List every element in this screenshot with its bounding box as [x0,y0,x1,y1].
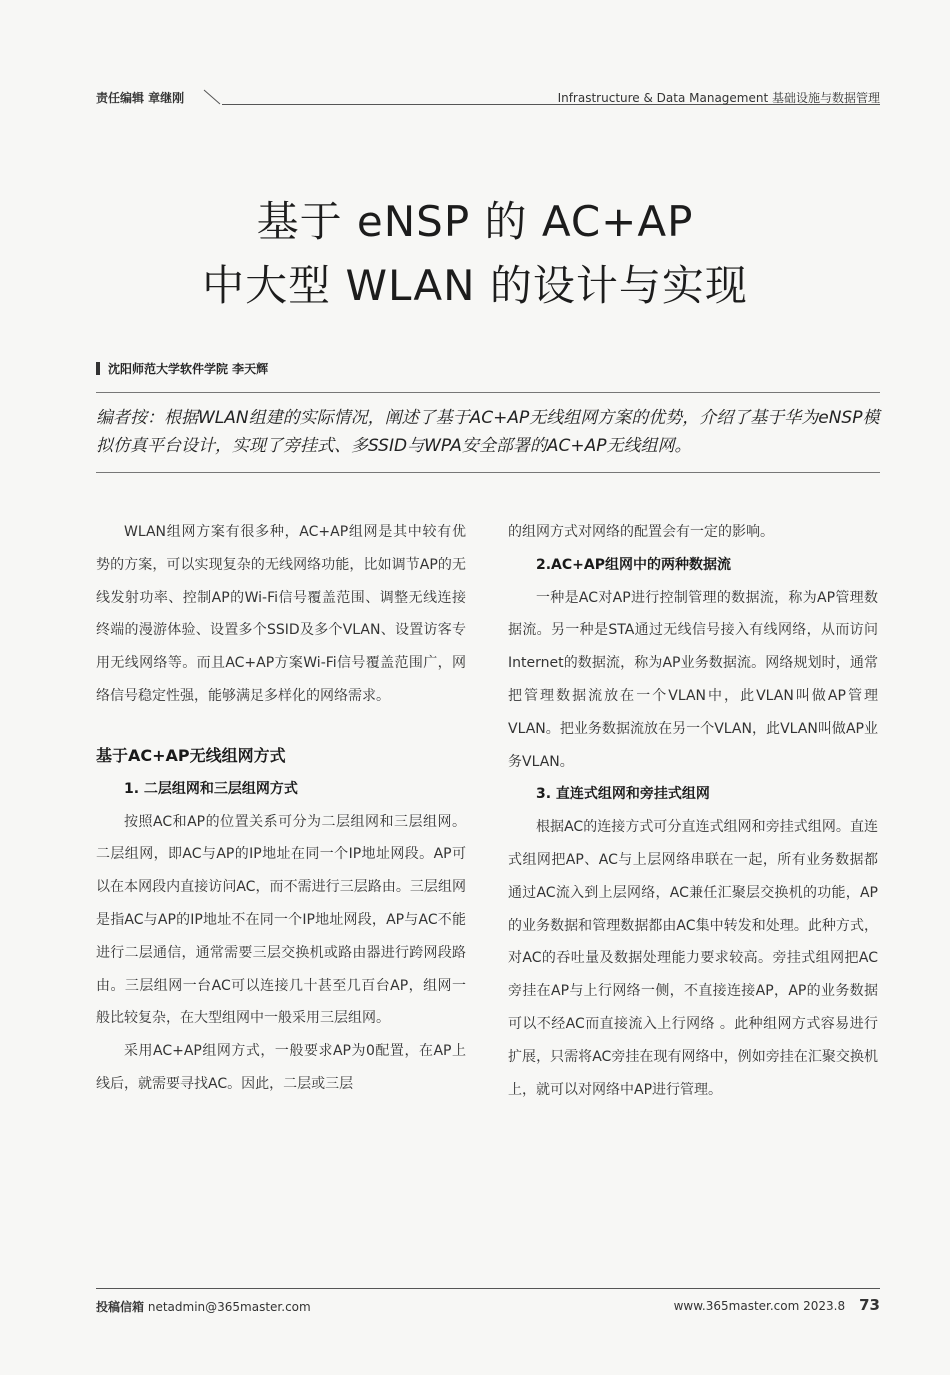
author-line [96,360,268,377]
footer-site-issue: www.365master.com 2023.8 [673,1299,846,1313]
author-bar-icon [96,362,100,375]
subsection-2-paragraph: 一种是AC对AP进行控制管理的数据流，称为AP管理数据流。另一种是STA通过无线信号接入有线网络，从而访问Internet的数据流，称为AP业务数据流。网络规划时，通常把管理数据流放在一个VLAN中，此VLAN叫做AP管理VLAN。把业务数据流放在另一个VLAN，此VLAN叫做AP业务VLAN。 [508,589,878,770]
left-column [96,516,466,1101]
header-slash-icon [200,86,230,106]
subsection-1-paragraph-1: 按照AC和AP的位置关系可分为二层组网和三层组网。二层组网，即AC与AP的IP地址在同一个IP地址网段。AP可以在本网段内直接访问AC，而不需进行三层路由。三层组网是指AC与AP的IP地址不在同一个IP地址网段，AP与AC不能进行二层通信，通常需要三层交换机或路由器进行跨网段路由。三层组网一台AC可以连接几十甚至几百台AP，组网一般比较复杂，在大型组网中一般采用三层组网。 [96,813,466,1027]
subsection-heading-2: 2.AC+AP组网中的两种数据流 [536,556,731,573]
right-column [508,516,878,1106]
editor-note-bottom-rule [96,472,880,473]
footer-submission [96,1298,311,1315]
header-section: Infrastructure & Data Management 基础设施与数据管理 [557,91,880,105]
intro-paragraph: WLAN组网方案有很多种，AC+AP组网是其中较有优势的方案，可以实现复杂的无线网络功能，比如调节AP的无线发射功率、控制AP的Wi-Fi信号覆盖范围、调整无线连接终端的漫游体验、设置多个SSID及多个VLAN、设置访客专用无线网络等。而且AC+AP方案Wi-Fi信号覆盖范围广，网络信号稳定性强，能够满足多样化的网络需求。 [96,524,466,704]
footer-email: netadmin@365master.com [147,1300,311,1314]
subsection-heading-1: 1. 二层组网和三层组网方式 [124,780,298,797]
footer-site [674,1296,880,1314]
subsection-heading-3: 3. 直连式组网和旁挂式组网 [536,786,710,803]
page-number: 73 [859,1296,880,1314]
header-editor: 责任编辑 章继刚 [96,91,185,105]
footer-submit-label: 投稿信箱 [96,1300,145,1314]
title-line-1: 基于 eNSP 的 AC+AP [256,197,694,246]
article-title [60,190,890,318]
subsection-3-paragraph: 根据AC的连接方式可分直连式组网和旁挂式组网。直连式组网把AP、AC与上层网络串联在一起，所有业务数据都通过AC流入到上层网络，AC兼任汇聚层交换机的功能，AP的业务数据和管理数据都由AC集中转发和处理。此种方式，对AC的吞吐量及数据处理能力要求较高。旁挂式组网把AC旁挂在AP与上行网络一侧，不直接连接AP，AP的业务数据可以不经AC而直接流入上行网络 。此种组网方式容易进行扩展，只需将AC旁挂在现有网络中，例如旁挂在汇聚交换机上，就可以对网络中AP进行管理。 [508,819,878,1098]
author-text: 沈阳师范大学软件学院 李天辉 [108,362,269,376]
footer-rule [96,1288,880,1289]
subsection-1-paragraph-2: 采用AC+AP组网方式，一般要求AP为0配置，在AP上线后，就需要寻找AC。因此，二层或三层 [96,1043,466,1092]
continuation-paragraph: 的组网方式对网络的配置会有一定的影响。 [508,524,774,540]
section-heading: 基于AC+AP无线组网方式 [96,745,286,765]
editor-note: 编者按：根据WLAN组建的实际情况，阐述了基于AC+AP无线组网方案的优势，介绍了基于华为eNSP模拟仿真平台设计，实现了旁挂式、多SSID与WPA安全部署的AC+AP无线组网。 [96,408,880,456]
editor-note-top-rule [96,392,880,393]
title-line-2: 中大型 WLAN 的设计与实现 [202,261,748,310]
